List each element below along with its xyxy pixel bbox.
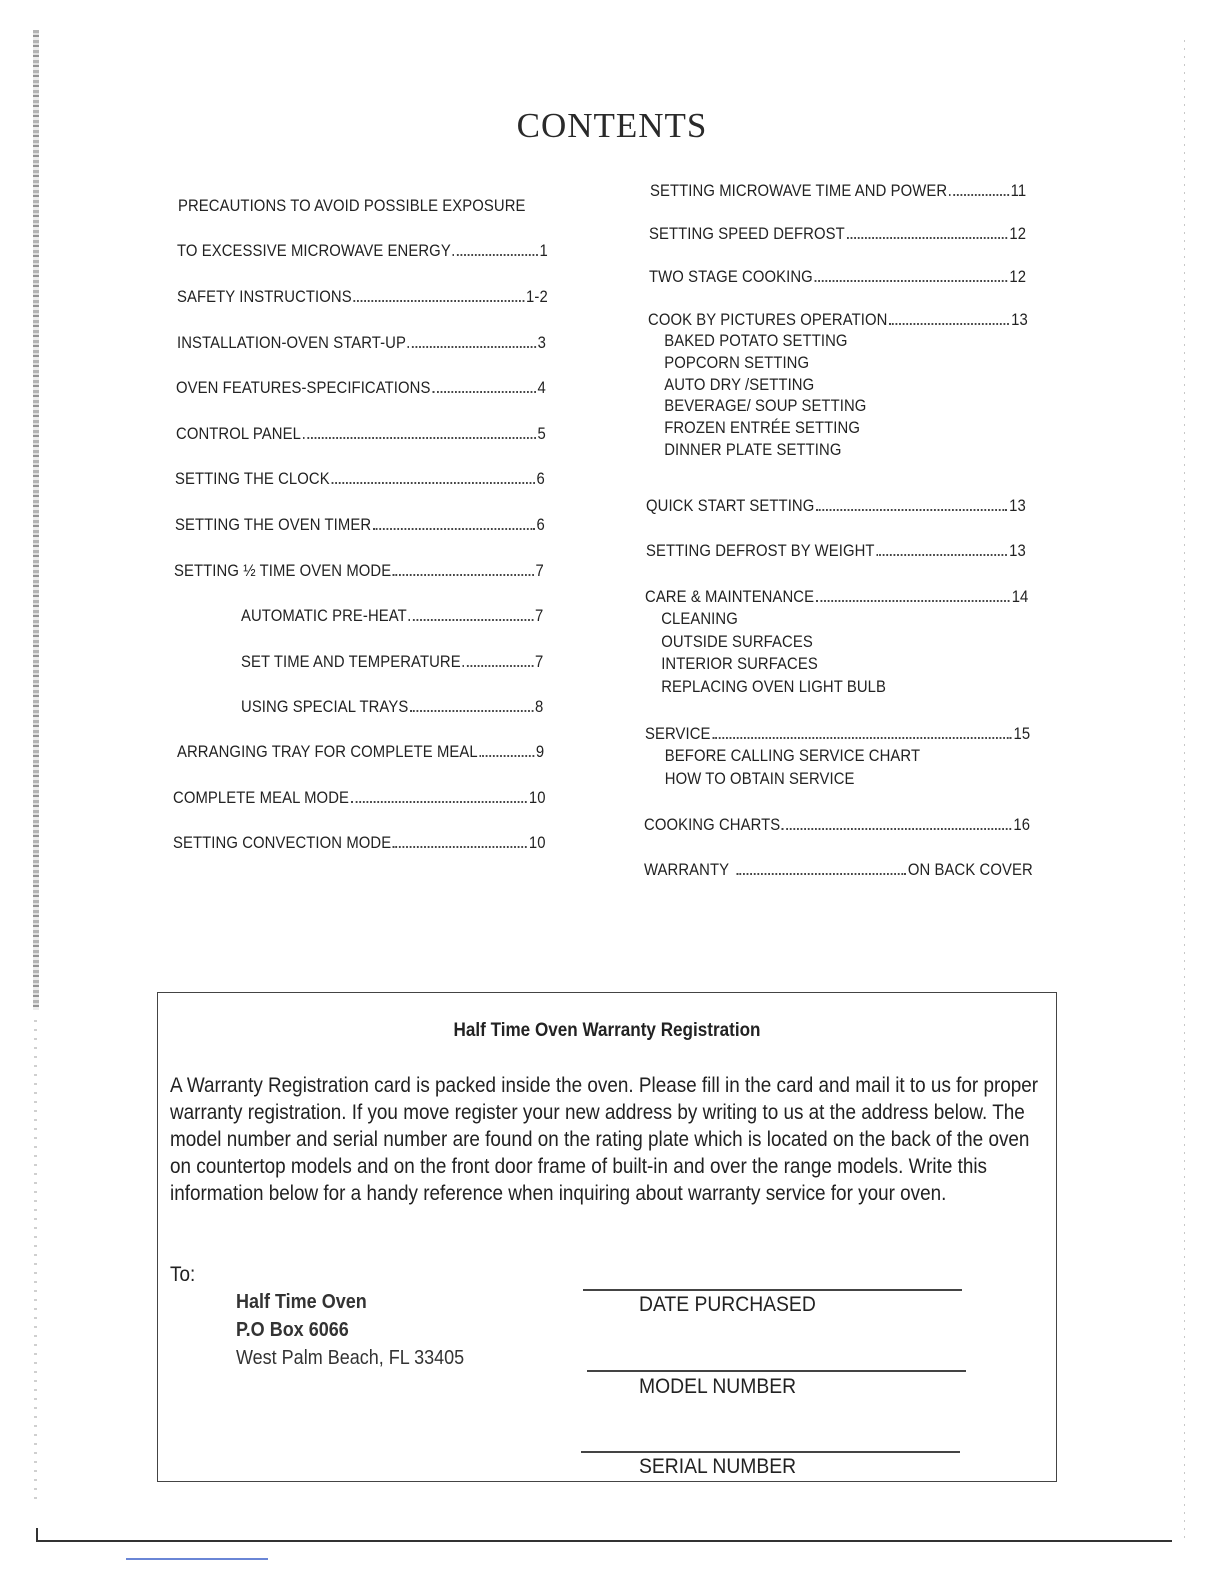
toc-item-convection[interactable] [173,833,546,853]
toc-subitem-oven-light-bulb[interactable]: REPLACING OVEN LIGHT BULB [661,677,887,696]
toc-item-service[interactable] [645,724,1030,790]
toc-label: SERVICE [645,725,711,743]
toc-label: OVEN FEATURES-SPECIFICATIONS [176,379,431,397]
toc-leader [373,528,535,530]
toc-subitem-auto-dry[interactable]: AUTO DRY /SETTING [664,375,815,394]
address-name: Half Time Oven [236,1291,367,1313]
bottom-rule-corner [36,1528,38,1542]
toc-label: WARRANTY [644,861,730,879]
toc-item-two-stage[interactable] [649,267,1026,287]
toc-label: COMPLETE MEAL MODE [173,789,350,807]
toc-page: 4 [537,379,546,397]
toc-subitem-dinner-plate[interactable]: DINNER PLATE SETTING [664,440,842,459]
toc-leader [949,194,1009,196]
toc-item-installation[interactable] [177,333,546,353]
date-purchased-line[interactable] [583,1289,962,1291]
toc-subitem-baked-potato[interactable]: BAKED POTATO SETTING [664,332,848,350]
toc-page: 13 [1011,311,1028,329]
toc-label: PRECAUTIONS TO AVOID POSSIBLE EXPOSURE [178,197,526,215]
warranty-registration-box [157,992,1057,1482]
toc-item-special-trays[interactable] [241,697,543,717]
address-city: West Palm Beach, FL 33405 [236,1347,465,1369]
toc-label: SETTING CONVECTION MODE [173,834,392,852]
to-label: To: [170,1263,196,1286]
toc-leader [816,600,1010,602]
toc-item-control-panel[interactable] [176,424,546,444]
toc-item-safety[interactable] [177,287,548,307]
toc-page: 14 [1011,588,1029,606]
page-title: CONTENTS [516,106,708,145]
toc-page: 7 [535,653,544,671]
toc-leader [354,300,525,302]
toc-page: 1 [539,242,548,260]
toc-label: USING SPECIAL TRAYS [241,698,409,716]
toc-label: SETTING THE CLOCK [175,470,330,488]
toc-item-precautions-line1[interactable] [178,196,526,216]
model-number-label: MODEL NUMBER [639,1375,797,1398]
toc-page: 6 [536,516,545,534]
toc-leader [393,574,534,576]
toc-label: COOKING CHARTS [644,816,781,834]
toc-subitem-outside-surfaces[interactable]: OUTSIDE SURFACES [661,632,813,651]
toc-leader [712,737,1011,739]
toc-page: 1-2 [526,288,548,306]
toc-leader [782,828,1011,830]
toc-leader [453,254,538,256]
toc-page: 10 [528,834,546,852]
toc-item-precautions[interactable] [177,241,548,261]
address-po-box: P.O Box 6066 [236,1319,349,1341]
toc-leader [815,280,1008,282]
toc-label: SETTING MICROWAVE TIME AND POWER [650,182,948,200]
toc-leader [876,554,1007,556]
toc-item-clock[interactable] [175,469,545,489]
toc-page: 16 [1013,816,1031,834]
toc-label: CARE & MAINTENANCE [645,588,815,606]
toc-label: SETTING SPEED DEFROST [649,225,845,243]
toc-label: AUTOMATIC PRE-HEAT [241,607,407,625]
blue-underline-artifact [126,1558,268,1560]
date-purchased-label: DATE PURCHASED [639,1293,816,1316]
toc-label: SETTING DEFROST BY WEIGHT [646,542,875,560]
toc-page: 3 [537,334,546,352]
toc-page: 10 [528,789,546,807]
toc-subitem-beverage-soup[interactable]: BEVERAGE/ SOUP SETTING [664,397,867,416]
toc-leader [463,665,534,667]
toc-label: TO EXCESSIVE MICROWAVE ENERGY [177,242,451,260]
toc-label: SET TIME AND TEMPERATURE [241,653,461,671]
toc-page: ON BACK COVER [907,861,1033,879]
toc-page: 13 [1009,497,1026,515]
toc-item-oven-timer[interactable] [175,515,545,535]
toc-item-set-time-temp[interactable] [241,652,543,672]
toc-leader [303,437,536,439]
toc-leader [432,391,535,393]
toc-label: CONTROL PANEL [176,425,301,443]
toc-item-preheat[interactable] [241,606,543,626]
toc-item-arranging-tray[interactable] [177,742,544,762]
toc-leader [332,482,535,484]
toc-item-care[interactable] [645,587,1028,698]
toc-page: 6 [536,470,545,488]
toc-item-speed-defrost[interactable] [649,224,1026,244]
toc-item-microwave[interactable] [650,181,1026,201]
registration-paragraph: A Warranty Registration card is packed inside the oven. Please fill in the card and mail it to us for proper warranty registration. If you move register your new address by writing to us at the address below. The model number and serial number are found on the rating plate which is located on the back of the oven on countertop models and on the front door frame of built-in and over the range models. Write this information below for a handy reference when inquiring about warranty service for your oven. [170,1074,1039,1205]
toc-subitem-obtain-service[interactable]: HOW TO OBTAIN SERVICE [664,769,855,788]
toc-page: 12 [1009,225,1027,243]
toc-item-complete-meal[interactable] [173,788,546,808]
bottom-rule [36,1540,1172,1542]
toc-label: COOK BY PICTURES OPERATION [648,311,888,329]
toc-item-cooking-charts[interactable] [644,815,1030,835]
toc-page: 15 [1013,725,1031,743]
toc-page: 13 [1009,542,1026,560]
serial-number-line[interactable] [581,1451,960,1453]
toc-item-half-time[interactable] [174,561,544,581]
toc-subitem-frozen-entree[interactable]: FROZEN ENTRÉE SETTING [664,419,860,438]
toc-leader [410,710,533,712]
toc-item-quick-start[interactable] [646,496,1026,516]
toc-label: QUICK START SETTING [646,497,815,515]
toc-item-features[interactable] [176,378,546,398]
serial-number-label: SERIAL NUMBER [639,1455,797,1478]
toc-leader [480,755,534,757]
toc-page: 7 [535,562,544,580]
toc-page: 7 [535,607,544,625]
toc-page: 5 [537,425,546,443]
toc-leader [816,509,1007,511]
toc-subitem-before-calling[interactable]: BEFORE CALLING SERVICE CHART [664,747,921,765]
toc-page: 11 [1010,182,1027,200]
toc-label: ARRANGING TRAY FOR COMPLETE MEAL [177,743,478,761]
model-number-line[interactable] [587,1370,966,1372]
scan-edge-artifact-lower [34,1020,37,1500]
toc-subitem-cleaning[interactable]: CLEANING [661,610,738,628]
toc-leader [351,801,527,803]
toc-page: 12 [1009,268,1027,286]
scan-edge-artifact [33,30,39,1010]
toc-label: INSTALLATION-OVEN START-UP [177,334,406,352]
toc-subitem-popcorn[interactable]: POPCORN SETTING [664,353,810,372]
toc-page: 8 [535,698,544,716]
toc-page: 9 [535,743,545,761]
registration-title: Half Time Oven Warranty Registration [453,1020,761,1041]
toc-label: SETTING THE OVEN TIMER [175,516,372,534]
right-edge-artifact [1184,40,1185,1540]
toc-item-defrost-weight[interactable] [646,541,1026,561]
toc-leader [408,346,536,348]
toc-leader [889,323,1009,325]
toc-label: SAFETY INSTRUCTIONS [177,288,352,306]
toc-leader [393,846,527,848]
toc-item-cook-by-pictures[interactable] [648,310,1028,462]
toc-leader [409,619,534,621]
toc-leader [847,237,1008,239]
toc-subitem-interior-surfaces[interactable]: INTERIOR SURFACES [661,655,818,674]
toc-item-warranty[interactable] [644,860,1033,880]
toc-leader [736,873,906,875]
toc-label: TWO STAGE COOKING [649,268,813,286]
toc-label: SETTING ½ TIME OVEN MODE [174,562,392,580]
